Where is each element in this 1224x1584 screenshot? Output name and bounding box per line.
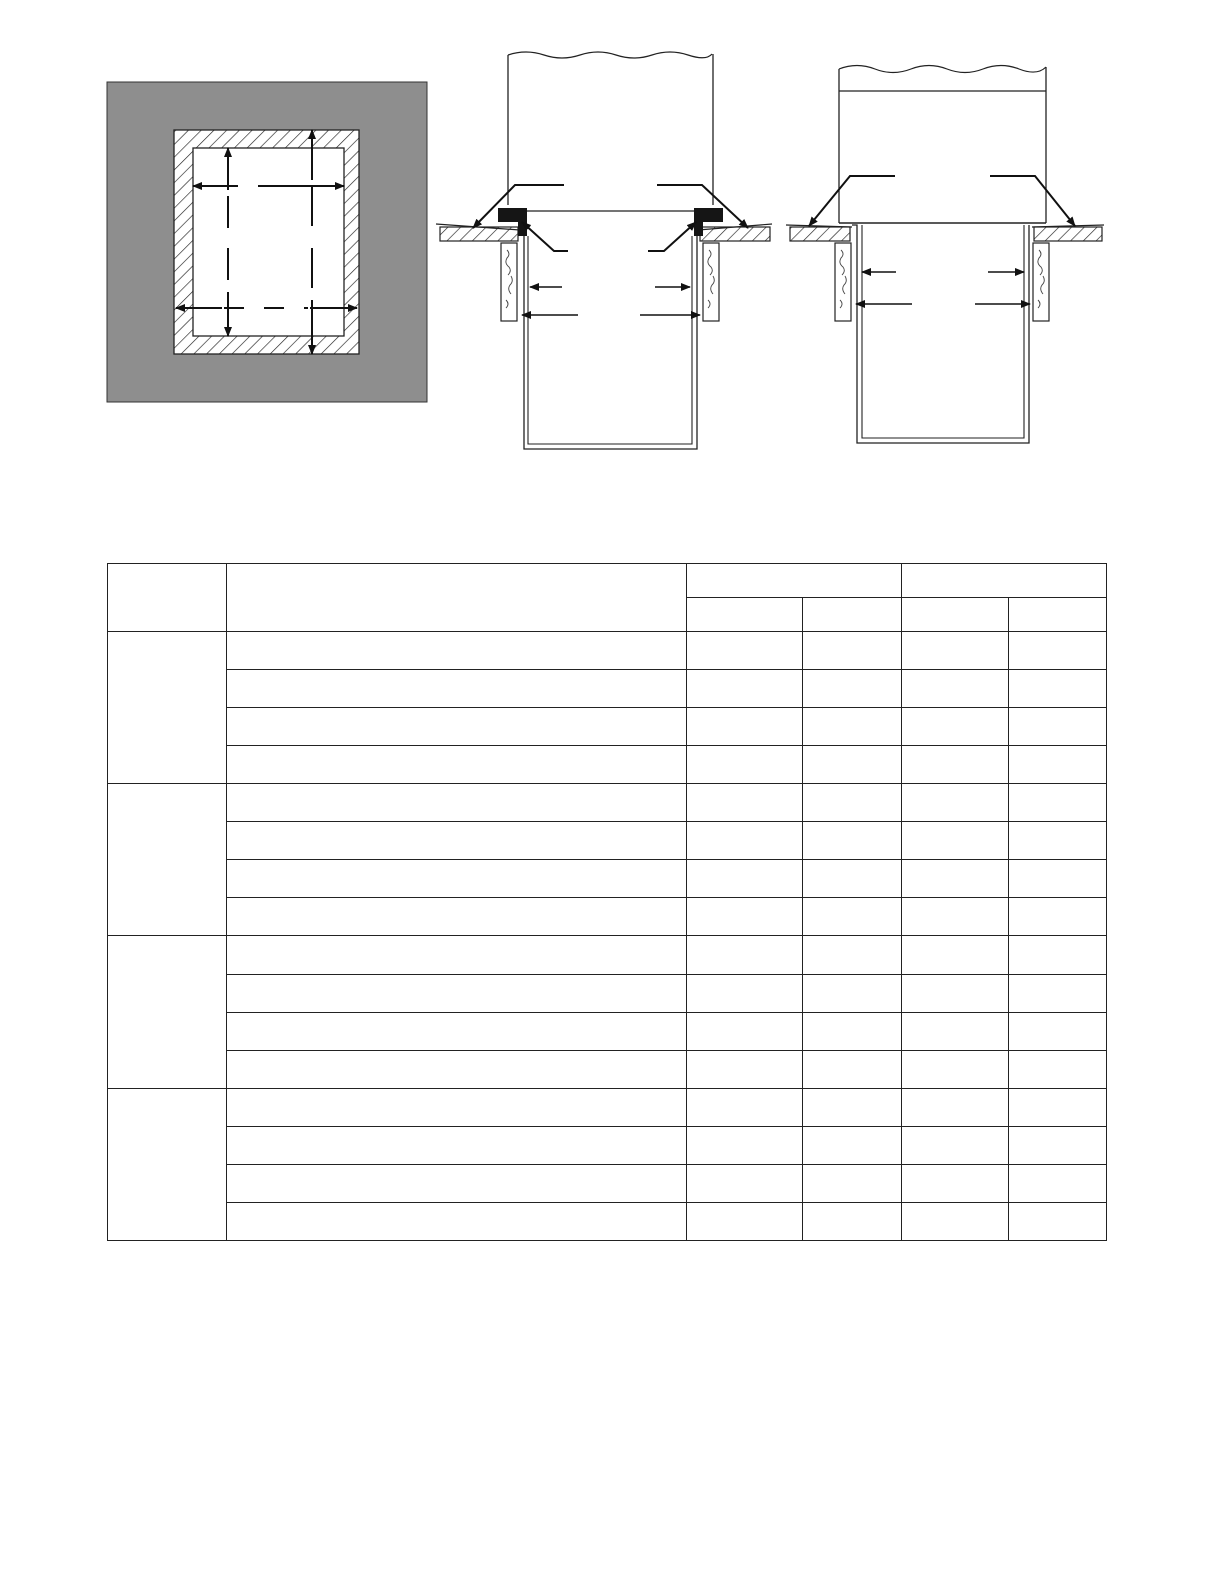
table-row (108, 974, 1107, 1012)
description-cell (227, 632, 687, 670)
table-row (108, 1126, 1107, 1164)
value-cell (803, 746, 902, 784)
table-row (108, 670, 1107, 708)
value-cell (902, 1012, 1009, 1050)
description-cell (227, 1088, 687, 1126)
table-header-row (108, 564, 1107, 598)
value-cell (687, 784, 803, 822)
table-row (108, 746, 1107, 784)
value-cell (1009, 1012, 1107, 1050)
value-cell (687, 1202, 803, 1240)
value-cell (1009, 1202, 1107, 1240)
value-cell (803, 822, 902, 860)
value-cell (902, 1202, 1009, 1240)
value-cell (687, 670, 803, 708)
value-cell (902, 670, 1009, 708)
value-cell (803, 632, 902, 670)
duct-inner (862, 225, 1024, 438)
header-cell (687, 564, 902, 598)
description-cell (227, 1202, 687, 1240)
leader-line (809, 176, 895, 226)
value-cell (687, 822, 803, 860)
value-cell (687, 936, 803, 974)
value-cell (803, 1012, 902, 1050)
group-label-cell (108, 1088, 227, 1240)
value-cell (803, 708, 902, 746)
value-cell (1009, 1126, 1107, 1164)
header-cell (227, 564, 687, 632)
value-cell (902, 974, 1009, 1012)
wavy-break-line (508, 52, 712, 58)
table-row (108, 1202, 1107, 1240)
value-cell (803, 1088, 902, 1126)
table-row (108, 936, 1107, 974)
value-cell (1009, 974, 1107, 1012)
duct-inner (528, 236, 692, 444)
duct-outer (852, 225, 1029, 443)
installation-drawings (0, 0, 1224, 540)
value-cell (803, 1050, 902, 1088)
value-cell (902, 1164, 1009, 1202)
leader-line (522, 222, 568, 251)
subheader-cell (687, 598, 803, 632)
value-cell (1009, 708, 1107, 746)
header-cell (902, 564, 1107, 598)
table-row (108, 1050, 1107, 1088)
value-cell (902, 860, 1009, 898)
duct-outer (524, 236, 697, 449)
table-row (108, 822, 1107, 860)
description-cell (227, 860, 687, 898)
leader-line (990, 176, 1075, 226)
description-cell (227, 746, 687, 784)
value-cell (803, 1126, 902, 1164)
group-label-cell (108, 936, 227, 1088)
section-view-curb-flush (786, 66, 1104, 444)
value-cell (902, 1126, 1009, 1164)
dimension-table (107, 563, 1107, 1241)
table-row (108, 632, 1107, 670)
section-view-curb-with-seal (436, 52, 772, 449)
value-cell (1009, 822, 1107, 860)
subheader-cell (902, 598, 1009, 632)
value-cell (687, 1164, 803, 1202)
value-cell (687, 1050, 803, 1088)
value-cell (687, 746, 803, 784)
value-cell (803, 1202, 902, 1240)
value-cell (687, 1126, 803, 1164)
value-cell (902, 822, 1009, 860)
roof-deck-left (790, 227, 850, 241)
description-cell (227, 1012, 687, 1050)
description-cell (227, 822, 687, 860)
value-cell (687, 1088, 803, 1126)
table-row (108, 1164, 1107, 1202)
group-label-cell (108, 784, 227, 936)
value-cell (1009, 670, 1107, 708)
value-cell (902, 746, 1009, 784)
value-cell (1009, 936, 1107, 974)
value-cell (1009, 746, 1107, 784)
value-cell (803, 936, 902, 974)
table-row (108, 1088, 1107, 1126)
value-cell (1009, 1164, 1107, 1202)
table-row (108, 860, 1107, 898)
description-cell (227, 1126, 687, 1164)
table-row (108, 784, 1107, 822)
value-cell (902, 936, 1009, 974)
value-cell (687, 974, 803, 1012)
value-cell (902, 1050, 1009, 1088)
description-cell (227, 784, 687, 822)
value-cell (803, 1164, 902, 1202)
table-row (108, 898, 1107, 936)
value-cell (687, 898, 803, 936)
value-cell (687, 708, 803, 746)
value-cell (687, 632, 803, 670)
plan-view-opening (107, 82, 427, 402)
value-cell (803, 860, 902, 898)
value-cell (803, 974, 902, 1012)
group-label-cell (108, 632, 227, 784)
wavy-break-line (839, 66, 1046, 73)
description-cell (227, 670, 687, 708)
value-cell (803, 898, 902, 936)
value-cell (902, 898, 1009, 936)
value-cell (803, 784, 902, 822)
description-cell (227, 1050, 687, 1088)
description-cell (227, 974, 687, 1012)
value-cell (1009, 784, 1107, 822)
value-cell (902, 708, 1009, 746)
value-cell (803, 670, 902, 708)
value-cell (1009, 632, 1107, 670)
value-cell (902, 784, 1009, 822)
description-cell (227, 936, 687, 974)
value-cell (687, 860, 803, 898)
roof-deck-right (1034, 227, 1102, 241)
subheader-cell (803, 598, 902, 632)
description-cell (227, 1164, 687, 1202)
table-row (108, 708, 1107, 746)
header-cell (108, 564, 227, 632)
leader-line (648, 222, 696, 251)
value-cell (902, 632, 1009, 670)
description-cell (227, 708, 687, 746)
value-cell (902, 1088, 1009, 1126)
description-cell (227, 898, 687, 936)
subheader-cell (1009, 598, 1107, 632)
value-cell (1009, 1088, 1107, 1126)
value-cell (1009, 860, 1107, 898)
value-cell (1009, 1050, 1107, 1088)
value-cell (1009, 898, 1107, 936)
value-cell (687, 1012, 803, 1050)
table-row (108, 1012, 1107, 1050)
